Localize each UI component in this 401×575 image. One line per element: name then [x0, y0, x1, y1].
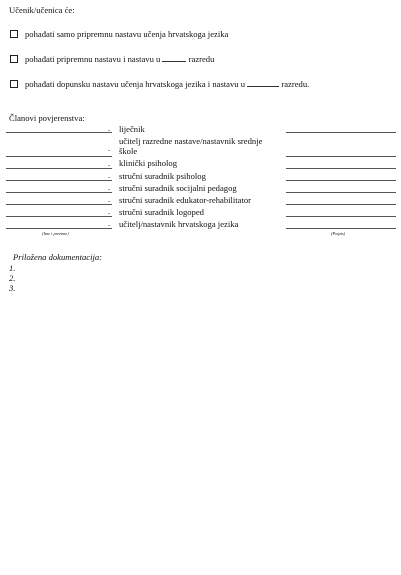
member-bullet: . [108, 170, 111, 180]
grade-blank-1[interactable] [162, 54, 186, 62]
name-line-3[interactable] [6, 168, 112, 169]
docs-heading: Priložena dokumentacija: [13, 252, 103, 262]
member-bullet: . [108, 143, 111, 153]
member-bullet: . [108, 158, 111, 168]
option-checkbox-1[interactable] [10, 30, 18, 38]
option-label-2: pohađati pripremnu nastavu i nastavu u razredu [25, 54, 215, 64]
member-role-3: klinički psiholog [119, 158, 178, 168]
doc-item-3: 3. [9, 283, 16, 293]
signature-line-8[interactable] [286, 228, 396, 229]
name-line-1[interactable] [6, 132, 112, 133]
member-bullet: . [108, 123, 111, 133]
name-line-5[interactable] [6, 192, 112, 193]
member-role-5: stručni suradnik socijalni pedagog [119, 183, 237, 193]
signature-line-4[interactable] [286, 180, 396, 181]
name-line-8[interactable] [6, 228, 112, 229]
signature-line-5[interactable] [286, 192, 396, 193]
signature-line-1[interactable] [286, 132, 396, 133]
name-line-6[interactable] [6, 204, 112, 205]
member-bullet: . [108, 218, 111, 228]
member-role-2: učitelj razredne nastave/nastavnik srednje škole [119, 136, 263, 156]
member-role-1: liječnik [119, 124, 145, 134]
signature-line-7[interactable] [286, 216, 396, 217]
member-role-7: stručni suradnik logoped [119, 207, 204, 217]
grade-blank-2[interactable] [247, 79, 279, 87]
member-role-4: stručni suradnik psiholog [119, 171, 206, 181]
intro-text: Učenik/učenica će: [9, 5, 75, 15]
signature-line-3[interactable] [286, 168, 396, 169]
option-label-3: pohađati dopunsku nastavu učenja hrvatskoga jezika i nastavu u razredu. [25, 79, 310, 89]
option-checkbox-2[interactable] [10, 55, 18, 63]
members-heading: Članovi povjerenstva: [9, 113, 85, 123]
member-bullet: . [108, 206, 111, 216]
member-role-6: stručni suradnik edukator-rehabilitator [119, 195, 252, 205]
member-role-8: učitelj/nastavnik hrvatskoga jezika [119, 219, 239, 229]
signature-caption: (Potpis) [331, 231, 346, 236]
signature-line-2[interactable] [286, 156, 396, 157]
signature-line-6[interactable] [286, 204, 396, 205]
name-line-7[interactable] [6, 216, 112, 217]
name-caption: (Ime i prezime) [42, 231, 69, 236]
name-line-2[interactable] [6, 156, 112, 157]
option-label-1: pohađati samo pripremnu nastavu učenja hrvatskoga jezika [25, 29, 229, 39]
member-bullet: . [108, 194, 111, 204]
name-line-4[interactable] [6, 180, 112, 181]
option-checkbox-3[interactable] [10, 80, 18, 88]
member-bullet: . [108, 182, 111, 192]
doc-item-2: 2. [9, 273, 16, 283]
doc-item-1: 1. [9, 263, 16, 273]
